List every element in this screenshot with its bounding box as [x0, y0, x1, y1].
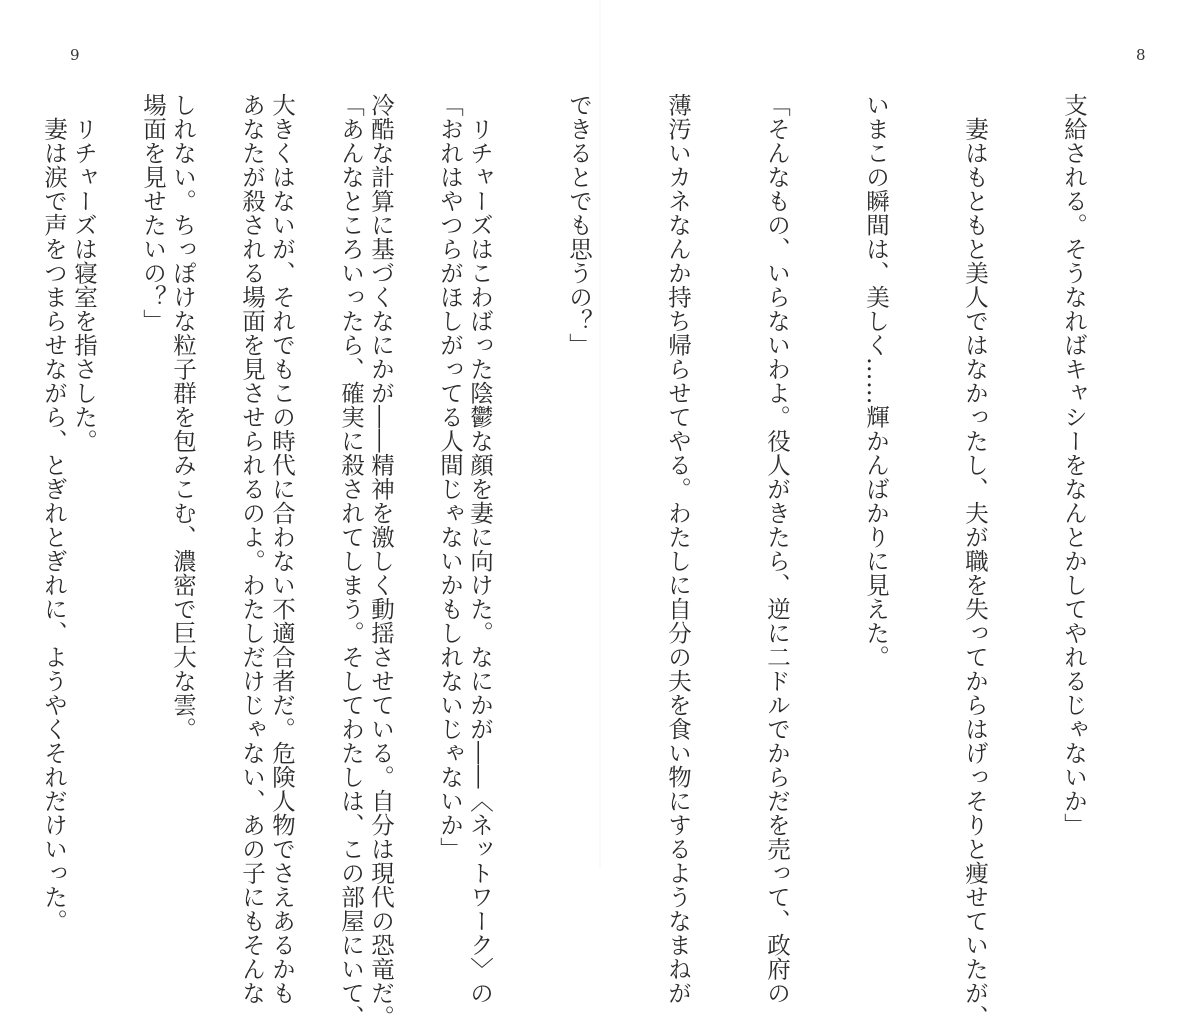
page-number: 8	[1136, 46, 1146, 64]
text-column: 妻はもともと美人ではなかったし、夫が職を失ってからはげっそりと痩せていたが、	[961, 117, 989, 1029]
text-column: 妻は涙で声をつまらせながら、とぎれとぎれに、ようやくそれだけいった。	[40, 117, 68, 933]
text-column: あなたが殺される場面を見させられるのよ。わたしだけじゃない、あの子にもそんな	[238, 93, 266, 1005]
text-column: 場面を見せたいの？」	[139, 93, 167, 333]
text-column: いまこの瞬間は、美しく……輝かんばかりに見えた。	[862, 93, 890, 669]
text-column: 冷酷な計算に基づくなにかが――精神を激しく動揺させている。自分は現代の恐竜だ。	[367, 93, 395, 1029]
text-column: 「おれはやつらがほしがってる人間じゃないかもしれないじゃないか」	[436, 93, 464, 861]
text-column: しれない。ちっぽけな粒子群を包みこむ、濃密で巨大な雲。	[169, 93, 197, 741]
text-column: 薄汚いカネなんか持ち帰らせてやる。わたしに自分の夫を食い物にするようなまねが	[664, 93, 692, 1005]
page-number: 9	[70, 46, 80, 64]
text-column: 支給される。そうなればキャシーをなんとかしてやれるじゃないか」	[1060, 93, 1088, 837]
text-column: リチャーズはこわばった陰鬱な顔を妻に向けた。なにかが――〈ネットワーク〉の	[466, 117, 494, 1005]
text-column: できるとでも思うの？」	[565, 93, 593, 357]
text-column: 「そんなもの、いらないわよ。役人がきたら、逆に二ドルでからだを売って、政府の	[763, 93, 791, 1005]
text-column: 「あんなところいったら、確実に殺されてしまう。そしてわたしは、この部屋にいて、	[337, 93, 365, 1029]
body-text	[0, 93, 532, 1029]
text-column: リチャーズは寝室を指さした。	[70, 117, 98, 453]
text-column: 大きくはないが、それでもこの時代に合わない不適合者だ。危険人物でさえあるかも	[268, 93, 296, 1005]
